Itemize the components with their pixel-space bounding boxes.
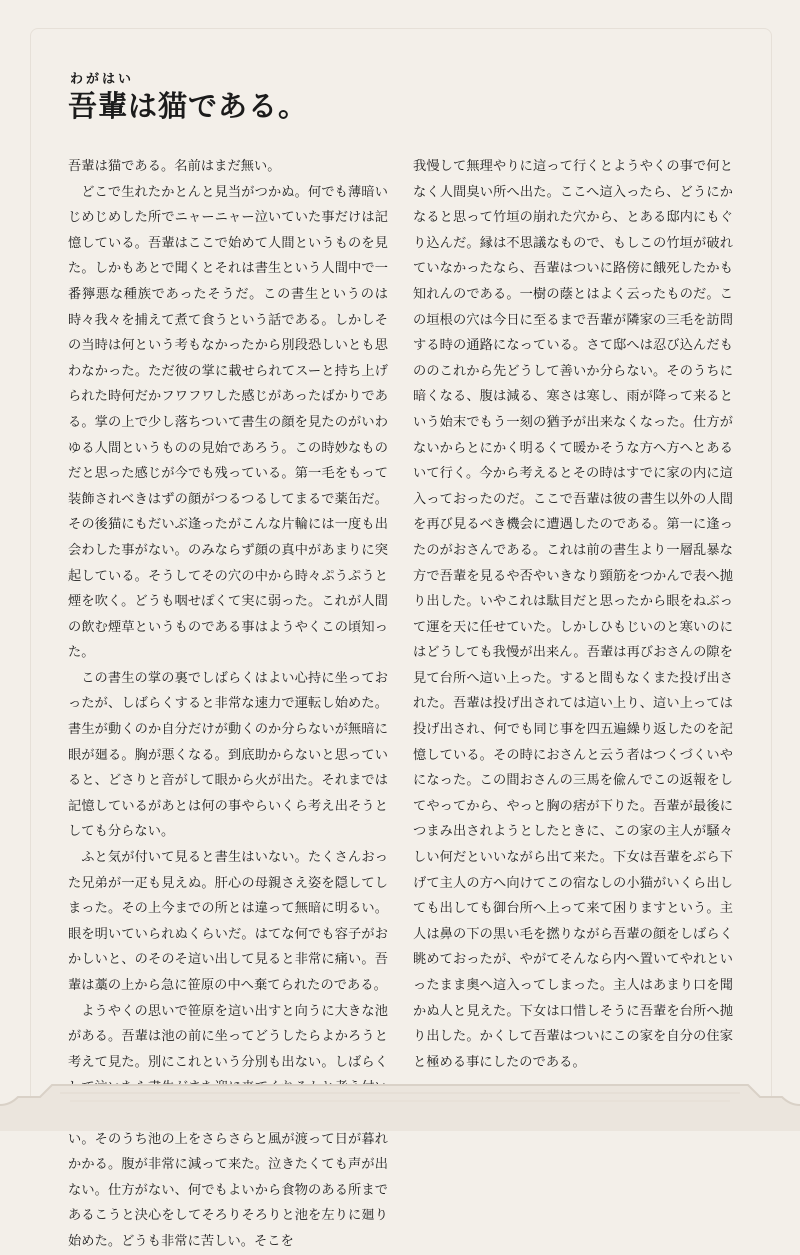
page-title: 吾輩は猫である。 [68, 89, 309, 123]
bottom-ornament [0, 1061, 800, 1131]
right-column [413, 154, 733, 1075]
paragraph: どこで生れたかとんと見当がつかぬ。何でも薄暗いじめじめした所でニャーニャー泣いていた事だけは記憶している。吾輩はここで始めて人間というものを見た。しかもあとで聞くとそれは書生という人間中で一番獰悪な種族であったそうだ。この書生というのは時々我々を捕えて煮て食うという話である。しかしその当時は何という考もなかったから別段恐しいとも思わなかった。ただ彼の掌に載せられてスーと持ち上げられた時何だかフワフワした感じがあったばかりである。掌の上で少し落ちついて書生の顔を見たのがいわゆる人間というものの見始であろう。この時妙なものだと思った感じが今でも残っている。第一毛をもって装飾されべきはずの顔がつるつるしてまるで薬缶だ。その後猫にもだいぶ逢ったがこんな片輪には一度も出会わした事がない。のみならず顔の真中があまりに突起している。そうしてその穴の中から時々ぷうぷうと煙を吹く。どうも咽せぽくて実に弱った。これが人間の飲む煙草というものである事はようやくこの頃知った。 [68, 184, 388, 661]
paragraph: 吾輩は猫である。名前はまだ無い。 [68, 159, 281, 174]
paragraph: ようやくの思いで笹原を這い出すと向うに大きな池がある。吾輩は池の前に坐ってどうしたらよかろうと考えて見た。別にこれという分別も出ない。しばらく い。そのうち池の上をさらさらと風が渡って日が暮れかかる。腹が非常に減って来た。泣きたくても声が出ない。仕方がない、何でもよいから食物のある所まであるこうと決心をしてそろりそろりと池を左りに廻り始めた。どうも非常に苦しい。そこを [68, 1003, 388, 1249]
title-ruby: わがはい [70, 72, 135, 87]
paragraph: ふと気が付いて見ると書生はいない。たくさんおった兄弟が一疋も見えぬ。肝心の母親さえ姿を隠してしまった。その上今までの所とは違って無暗に明るい。眼を明いていられぬくらいだ。はてな何でも容子がおかしいと、のそのそ這い出して見ると非常に痛い。吾輩は藁の上から急に笹原の中へ棄てられたのである。 [68, 850, 388, 993]
title-block [68, 72, 308, 123]
paragraph: この書生の掌の裏でしばらくはよい心持に坐っておったが、しばらくすると非常な速力で運転し始めた。書生が動くのか自分だけが動くのか分らないが無暗に眼が廻る。胸が悪くなる。到底助からないと思っていると、どさりと音がして眼から火が出た。それまでは記憶しているがあとは何の事やらいくら考え出そうとしても分らない。 [68, 670, 388, 840]
paragraph: 我慢して無理やりに這って行くとようやくの事で何となく人間臭い所へ出た。ここへ這入ったら、どうにかなると思って竹垣の崩れた穴から、とある邸内にもぐり込んだ。縁は不思議なもので、もしこの竹垣が破れていなかったなら、吾輩はついに路傍に餓死したかも知れんのである。一樹の蔭とはよく云ったものだ。この垣根の穴は今日に至るまで吾輩が隣家の三毛を訪問する時の通路になっている。さて邸へは忍び込んだもののこれから先どうして善いか分らない。そのうちに暗くなる、腹は減る、寒さは寒し、雨が降って来るという始末でもう一刻の猶予が出来なくなった。仕方がないからとにかく明るくて暖かそうな方へ方へとあるいて行く。今から考えるとその時はすでに家の内に這入っておったのだ。ここで吾輩は彼の書生以外の人間を再び見るべき機会に遭遇したのである。第一に逢ったのがおさんである。これは前の書生より一層乱暴な方で吾輩を見るや否やいきなり頸筋をつかんで表へ抛り出した。いやこれは駄目だと思ったから眼をねぶって運を天に任せていた。しかしひもじいのと寒いのにはどうしても我慢が出来ん。吾輩は再びおさんの隙を見て台所へ這い上った。すると間もなくまた投げ出された。吾輩は投げ出されては這い上り、這い上っては投げ出され、何でも同じ事を四五遍繰り返したのを記憶している。その時におさんと云う者はつくづくいやになった。この間おさんの三馬を偸んでこの返報をしてやってから、やっと胸の痞が下りた。吾輩が最後につまみ出されようとしたときに、この家の主人が騒々しい何だといいながら出て来た。下女は吾輩をぶら下げて主人の方へ向けてこの宿なしの小猫がいくら出しても出しても御台所へ上って来て困りますという。主人は鼻の下の黒い毛を撚りながら吾輩の顔をしばらく眺めておったが、やがてそんなら内へ置いてやれといったまま奥へ這入ってしまった。主人はあまり口を聞かぬ人と見えた。下女は口惜しそうに吾輩を台所へ抛り出した。かくして吾輩はついにこの家を自分の住家と極める事にしたのである。 [413, 159, 733, 1070]
